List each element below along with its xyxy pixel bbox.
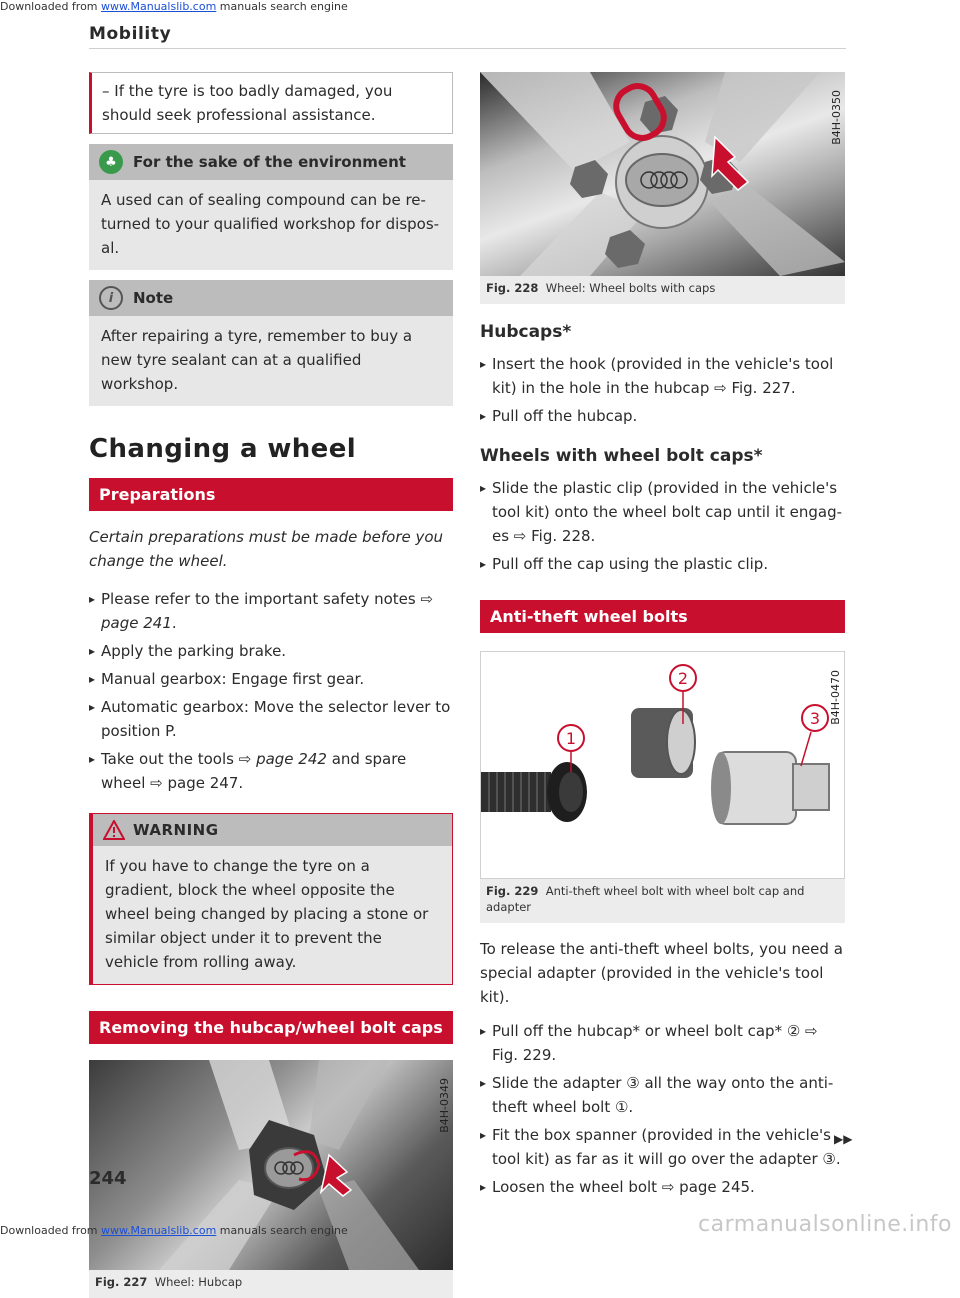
figure-caption: Fig. 228 Wheel: Wheel bolts with caps (486, 281, 716, 295)
list-item: ▸ Slide the plastic clip (provided in the vehicle's tool kit) onto the wheel bolt cap until it engag-es ⇨ Fig. 228. (480, 476, 845, 548)
figure-caption: Fig. 229 Anti-theft wheel bolt with wheel bolt cap and adapter (486, 884, 805, 914)
right-column (480, 72, 845, 1203)
warning-triangle-icon (103, 820, 125, 840)
info-note-title: Note (133, 289, 174, 307)
anti-theft-intro: To release the anti-theft wheel bolts, you need a special adapter (provided in the vehicle's tool kit). (480, 940, 843, 1006)
figure-code: B4H-0350 (830, 90, 843, 145)
list-item: ▸ Pull off the hubcap* or wheel bolt cap* ② ⇨ Fig. 229. (480, 1019, 845, 1067)
info-note (89, 280, 453, 406)
bolt-caps-heading: Wheels with wheel bolt caps* (480, 446, 763, 466)
watermark: carmanualsonline.info (698, 1212, 952, 1237)
figure-227 (89, 1060, 453, 1298)
list-item: ▸ Take out the tools ⇨ page 242 and spare wheel ⇨ page 247. (89, 747, 453, 795)
figure-caption: Fig. 227 Wheel: Hubcap (95, 1275, 243, 1289)
warning-title: WARNING (133, 821, 219, 839)
environment-note (89, 144, 453, 270)
environment-note-title: For the sake of the environment (133, 153, 406, 171)
hubcaps-heading: Hubcaps* (480, 322, 572, 342)
callout-2: 2 (677, 669, 689, 688)
list-item: ▸ Apply the parking brake. (89, 639, 453, 663)
figure-229 (480, 651, 845, 923)
header-divider (89, 48, 846, 49)
list-item: ▸ Fit the box spanner (provided in the vehicle's tool kit) as far as it will go over the adapter ③. (480, 1123, 845, 1171)
section-preparations: Preparations (89, 478, 453, 511)
list-item: ▸ Please refer to the important safety notes ⇨ page 241. (89, 587, 453, 635)
wheel-bolt-caps-illustration (480, 72, 845, 276)
page-header-title: Mobility (89, 24, 172, 44)
source-banner-bottom: Downloaded from www.Manualslib.com manuals search engine (0, 1224, 348, 1237)
bolt-cap-steps (480, 476, 845, 576)
callout-1: 1 (565, 729, 577, 748)
list-item: ▸ Slide the adapter ③ all the way onto the anti-theft wheel bolt ①. (480, 1071, 845, 1119)
environment-icon: ♣ (99, 150, 123, 174)
list-item: ▸ Pull off the cap using the plastic clip. (480, 552, 845, 576)
chapter-title: Changing a wheel (89, 434, 357, 464)
environment-note-body: A used can of sealing compound can be re-turned to your qualified workshop for dispos-al. (89, 180, 453, 270)
manualslib-link[interactable]: www.Manualslib.com (101, 0, 217, 13)
section-anti-theft-bolts: Anti-theft wheel bolts (480, 600, 845, 633)
damaged-tyre-note: – If the tyre is too badly damaged, you should seek professional assistance. (89, 72, 453, 134)
source-banner-top: Downloaded from www.Manualslib.com manuals search engine (0, 0, 348, 13)
page-ref-link[interactable]: ⇨ page 242 (238, 750, 327, 768)
info-icon: i (99, 286, 123, 310)
page-ref-link[interactable]: ⇨ page 241 (101, 590, 434, 632)
hubcap-steps (480, 352, 845, 428)
figure-code: B4H-0349 (438, 1078, 451, 1133)
anti-theft-steps (480, 1019, 845, 1199)
list-item: ▸ Loosen the wheel bolt ⇨ page 245. (480, 1175, 845, 1199)
preparations-intro: Certain preparations must be made before you change the wheel. (89, 528, 444, 570)
continue-arrow-icon: ▶▶ (834, 1132, 853, 1146)
list-item: ▸ Insert the hook (provided in the vehicle's tool kit) in the hole in the hubcap ⇨ Fig. 227. (480, 352, 845, 400)
anti-theft-bolt-illustration (481, 652, 844, 878)
figure-code: B4H-0470 (829, 670, 842, 725)
warning-body: If you have to change the tyre on a gradient, block the wheel opposite the wheel being changed by placing a stone or similar object under it to prevent the vehicle from rolling away. (93, 846, 452, 984)
warning-box (89, 813, 453, 985)
wheel-hubcap-illustration (89, 1060, 453, 1270)
section-hubcap-removal: Removing the hubcap/wheel bolt caps (89, 1011, 453, 1044)
list-item: ▸ Pull off the hubcap. (480, 404, 845, 428)
callout-3: 3 (809, 709, 821, 728)
manualslib-link[interactable]: www.Manualslib.com (101, 1224, 217, 1237)
anti-theft-bolt-image (480, 651, 845, 879)
info-note-body: After repairing a tyre, remember to buy a new tyre sealant can at a qualified workshop. (89, 316, 453, 406)
left-column (89, 72, 453, 1298)
list-item: ▸ Automatic gearbox: Move the selector lever to position P. (89, 695, 453, 743)
figure-228 (480, 72, 845, 304)
preparation-steps (89, 587, 453, 795)
wheel-hubcap-image (89, 1060, 453, 1270)
page-number: 244 (89, 1168, 127, 1189)
wheel-bolt-caps-image (480, 72, 845, 276)
list-item: ▸ Manual gearbox: Engage first gear. (89, 667, 453, 691)
